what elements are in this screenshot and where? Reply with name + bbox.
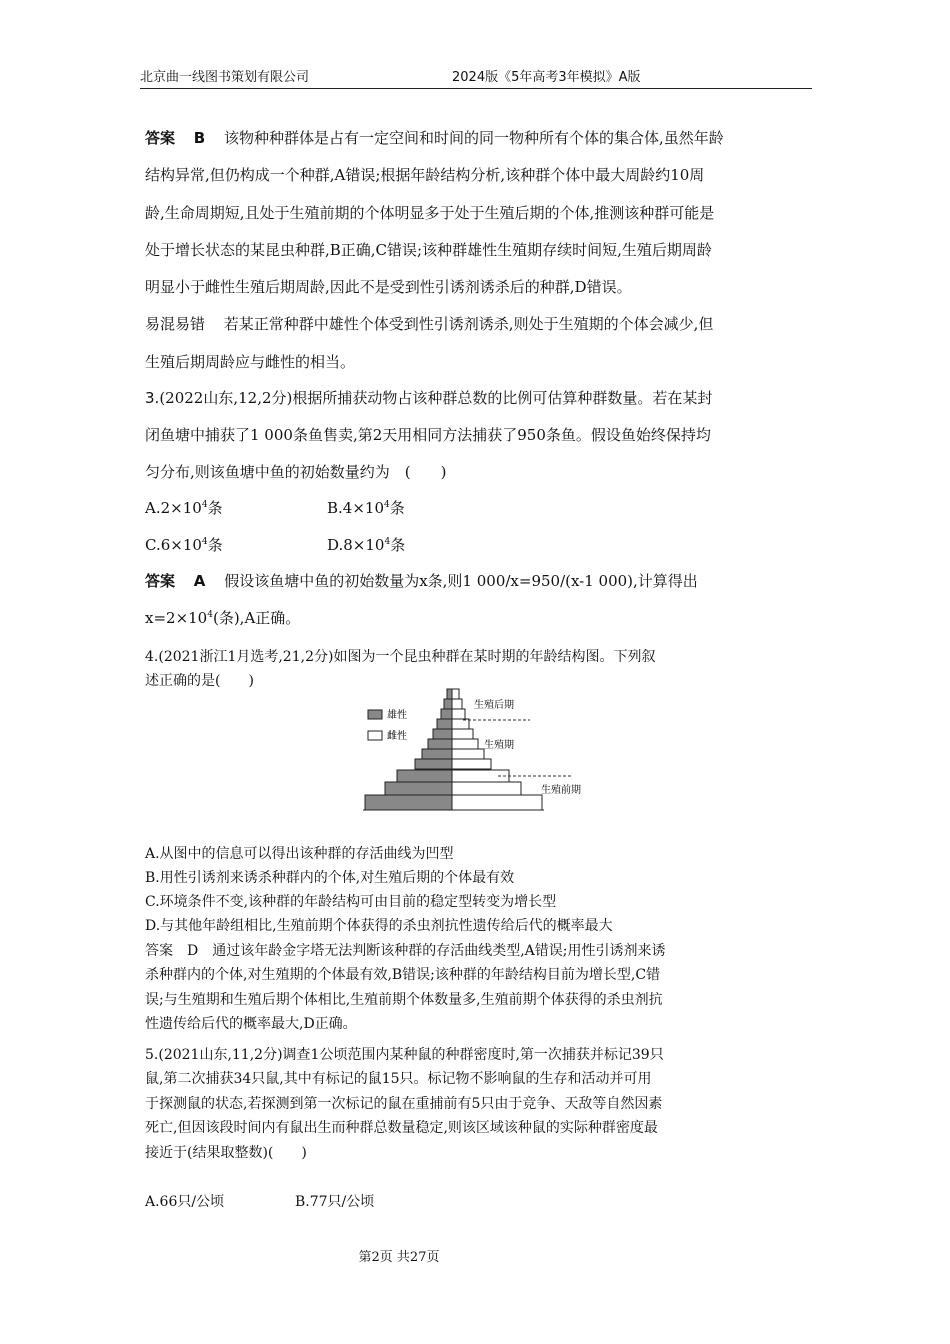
male-bar-5 [428,739,452,749]
male-bar-7 [437,719,452,729]
q5-stem-line-1: 5.(2021山东,11,2分)调查1公顷范围内某种鼠的种群密度时,第一次捕获并标记39只 [145,1047,664,1063]
female-bar-10 [452,689,459,699]
page-header [140,66,812,89]
male-bar-2 [397,770,452,782]
label-post-repro: 生殖后期 [474,700,514,711]
q5-stem-line-5: 接近于(结果取整数)( ) [145,1145,307,1161]
q5-option-b: B.77只/公顷 [295,1194,375,1210]
series-title: 2024版《5年高考3年模拟》A版 [452,70,641,85]
legend-female-swatch [368,731,382,740]
answer-label: 答案 [145,129,176,147]
male-bar-6 [433,729,452,739]
page-footer [0,1246,950,1265]
label-repro: 生殖期 [484,740,514,751]
female-bar-6 [452,729,473,739]
legend-female-label: 雌性 [387,731,407,742]
q3-answer-line-2: $x=2\times 10^4$(条),A正确。 [145,609,301,627]
male-bar-9 [444,699,452,709]
female-bar-1 [452,782,521,795]
q4-stem-line-1: 4.(2021浙江1月选考,21,2分)如图为一个昆虫种群在某时期的年龄结构图。下列叙 [145,649,656,665]
q2-answer-line-2: 结构异常,但仍构成一个种群,A错误;根据年龄结构分析,该种群个体中最大周龄约10周 [145,166,705,184]
q4-answer-line-1: 答案 D 通过该年龄金字塔无法判断该种群的存活曲线类型,A错误;用性引诱剂来诱 [145,943,666,959]
q4-answer-line-4: 性遗传给后代的概率最大,D正确。 [145,1016,357,1032]
q5-option-a: A.66只/公顷 [145,1194,225,1210]
male-bar-0 [365,795,452,810]
q3-stem-line-3: 匀分布,则该鱼塘中鱼的初始数量约为 ( ) [145,463,447,481]
tip-label: 易混易错 [145,315,206,333]
q2-answer-line-1: 答案 B 该物种种群体是占有一定空间和时间的同一物种所有个体的集合体,虽然年龄 [145,129,724,147]
q2-answer-line-3: 龄,生命周期短,且处于生殖前期的个体明显多于处于生殖后期的个体,推测该种群可能是 [145,204,715,222]
q2-answer-line-5: 明显小于雌性生殖后期周龄,因此不是受到性引诱剂诱杀后的种群,D错误。 [145,278,632,296]
legend-male-swatch [368,710,382,719]
age-structure-figure [360,686,595,822]
q3-option-b: $B.4\times 10^4$条 [327,499,405,517]
q5-stem-line-3: 于探测鼠的状态,若探测到第一次标记的鼠在重捕前有5只由于竞争、天敌等自然因素 [145,1096,663,1112]
female-bar-5 [452,739,478,749]
answer-letter: B [193,129,206,147]
publisher-name: 北京曲一线图书策划有限公司 [140,70,310,85]
female-bar-3 [452,759,491,769]
q3-option-d: $D.8\times 10^4$条 [327,536,406,554]
label-pre-repro: 生殖前期 [541,785,581,796]
q5-stem-line-4: 死亡,但因该段时间内有鼠出生而种群总数量稳定,则该区域该种鼠的实际种群密度最 [145,1120,658,1136]
female-bar-9 [452,699,462,709]
male-bar-10 [447,689,452,699]
legend-male-label: 雄性 [387,710,407,721]
q2-tip-line-1: 易混易错 若某正常种群中雄性个体受到性引诱剂诱杀,则处于生殖期的个体会减少,但 [145,315,714,333]
male-bar-3 [415,759,452,769]
female-bar-0 [452,795,542,810]
q3-option-c: $C.6\times 10^4$条 [145,536,223,554]
q4-option-d: D.与其他年龄组相比,生殖前期个体获得的杀虫剂抗性遗传给后代的概率最大 [145,918,613,934]
q4-option-a: A.从图中的信息可以得出该种群的存活曲线为凹型 [145,846,454,862]
female-bar-4 [452,749,484,759]
q3-option-a: $A.2\times 10^4$条 [145,499,223,517]
male-bar-8 [441,709,452,719]
male-bar-1 [385,782,452,795]
q4-option-b: B.用性引诱剂来诱杀种群内的个体,对生殖后期的个体最有效 [145,870,515,886]
q3-answer-line-1: 答案 A 假设该鱼塘中鱼的初始数量为x条,则1 000/x=950/(x-1 000),计算得出 [145,572,698,590]
q3-stem-line-2: 闭鱼塘中捕获了1 000条鱼售卖,第2天用相同方法捕获了950条鱼。假设鱼始终保持均 [145,426,711,444]
q2-tip-line-2: 生殖后期周龄应与雌性的相当。 [145,353,356,371]
q4-option-c: C.环境条件不变,该种群的年龄结构可由目前的稳定型转变为增长型 [145,894,557,910]
page-number: 第2页 共27页 [358,1250,440,1265]
q4-answer-line-3: 误;与生殖期和生殖后期个体相比,生殖前期个体数量多,生殖前期个体获得的杀虫剂抗 [145,992,663,1008]
q4-answer-line-2: 杀种群内的个体,对生殖期的个体最有效,B错误;该种群的年龄结构目前为增长型,C错 [145,967,661,983]
q3-stem-line-1: 3.(2022山东,12,2分)根据所捕获动物占该种群总数的比例可估算种群数量。若在某封 [145,389,713,407]
q4-stem-line-2: 述正确的是( ) [145,673,254,689]
q2-answer-line-4: 处于增长状态的某昆虫种群,B正确,C错误;该种群雄性生殖期存续时间短,生殖后期周龄 [145,241,712,259]
female-bar-8 [452,709,465,719]
q5-stem-line-2: 鼠,第二次捕获34只鼠,其中有标记的鼠15只。标记物不影响鼠的生存和活动并可用 [145,1071,652,1087]
male-bar-4 [422,749,452,759]
female-bar-7 [452,719,469,729]
